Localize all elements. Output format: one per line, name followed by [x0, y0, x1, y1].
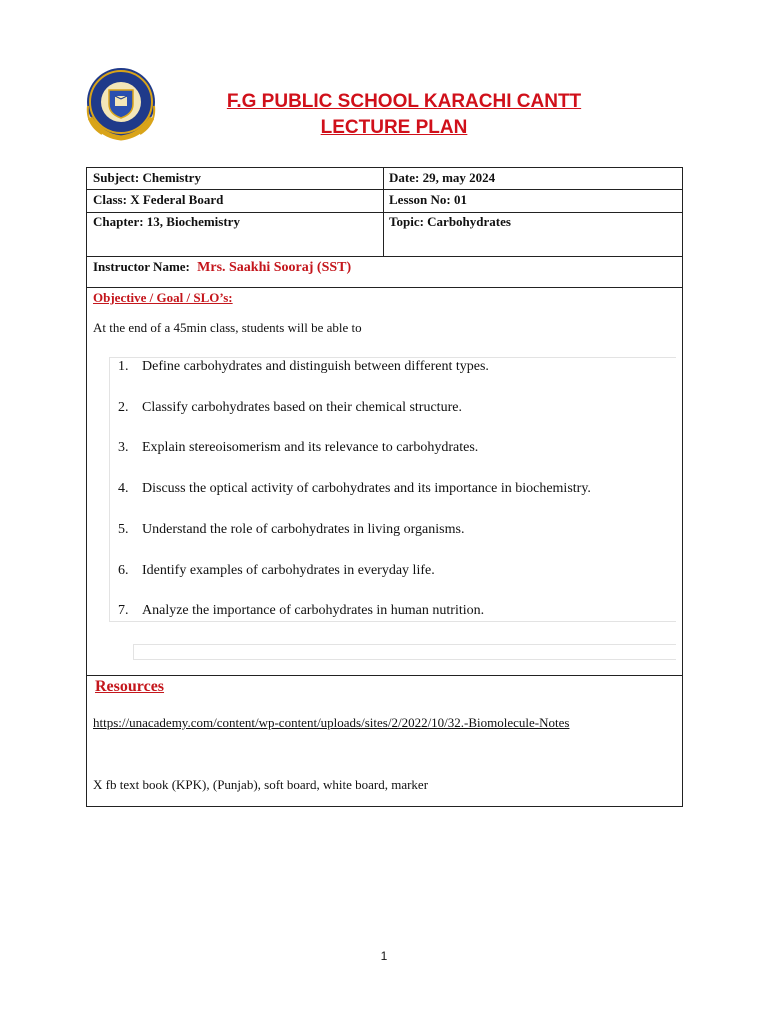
instructor-name: Mrs. Saakhi Sooraj (SST) — [197, 260, 352, 275]
class-cell: Class: X Federal Board — [93, 192, 224, 207]
objectives-title: Objective / Goal / SLO’s: — [93, 290, 233, 305]
instructor-row — [93, 259, 351, 276]
list-item: 4. Discuss the optical activity of carbohydrates and its importance in biochemistry. — [118, 481, 591, 496]
resource-link[interactable]: https://unacademy.com/content/wp-content/uploads/sites/2/2022/10/32.-Biomolecule-Notes — [93, 715, 570, 730]
list-item: 6. Identify examples of carbohydrates in everyday life. — [118, 563, 435, 578]
resource-materials: X fb text book (KPK), (Punjab), soft board, white board, marker — [93, 777, 429, 792]
resources-title: Resources — [95, 678, 165, 695]
list-item: 2. Classify carbohydrates based on their chemical structure. — [118, 400, 462, 415]
lesson-cell: Lesson No: 01 — [389, 192, 468, 207]
lecture-plan-table — [86, 167, 683, 807]
chapter-cell: Chapter: 13, Biochemistry — [93, 214, 240, 229]
row-divider — [87, 675, 682, 676]
instructor-label: Instructor Name: — [93, 259, 190, 274]
page-number: 1 — [380, 949, 388, 963]
list-item: 1. Define carbohydrates and distinguish between different types. — [118, 359, 489, 374]
list-item: 3. Explain stereoisomerism and its relevance to carbohydrates. — [118, 440, 479, 455]
subject-cell: Subject: Chemistry — [93, 170, 201, 185]
empty-text-box — [133, 644, 676, 660]
school-name: F.G PUBLIC SCHOOL KARACHI CANTT — [226, 91, 582, 112]
column-divider — [383, 168, 384, 256]
row-divider — [87, 256, 682, 257]
document-title: LECTURE PLAN — [320, 117, 468, 138]
list-item: 7. Analyze the importance of carbohydrates in human nutrition. — [118, 603, 485, 618]
row-divider — [87, 189, 682, 190]
date-cell: Date: 29, may 2024 — [389, 170, 496, 185]
list-item: 5. Understand the role of carbohydrates in living organisms. — [118, 522, 465, 537]
objectives-intro: At the end of a 45min class, students will be able to — [93, 320, 362, 335]
topic-cell: Topic: Carbohydrates — [389, 214, 511, 229]
objectives-list — [109, 357, 676, 622]
row-divider — [87, 287, 682, 288]
row-divider — [87, 212, 682, 213]
